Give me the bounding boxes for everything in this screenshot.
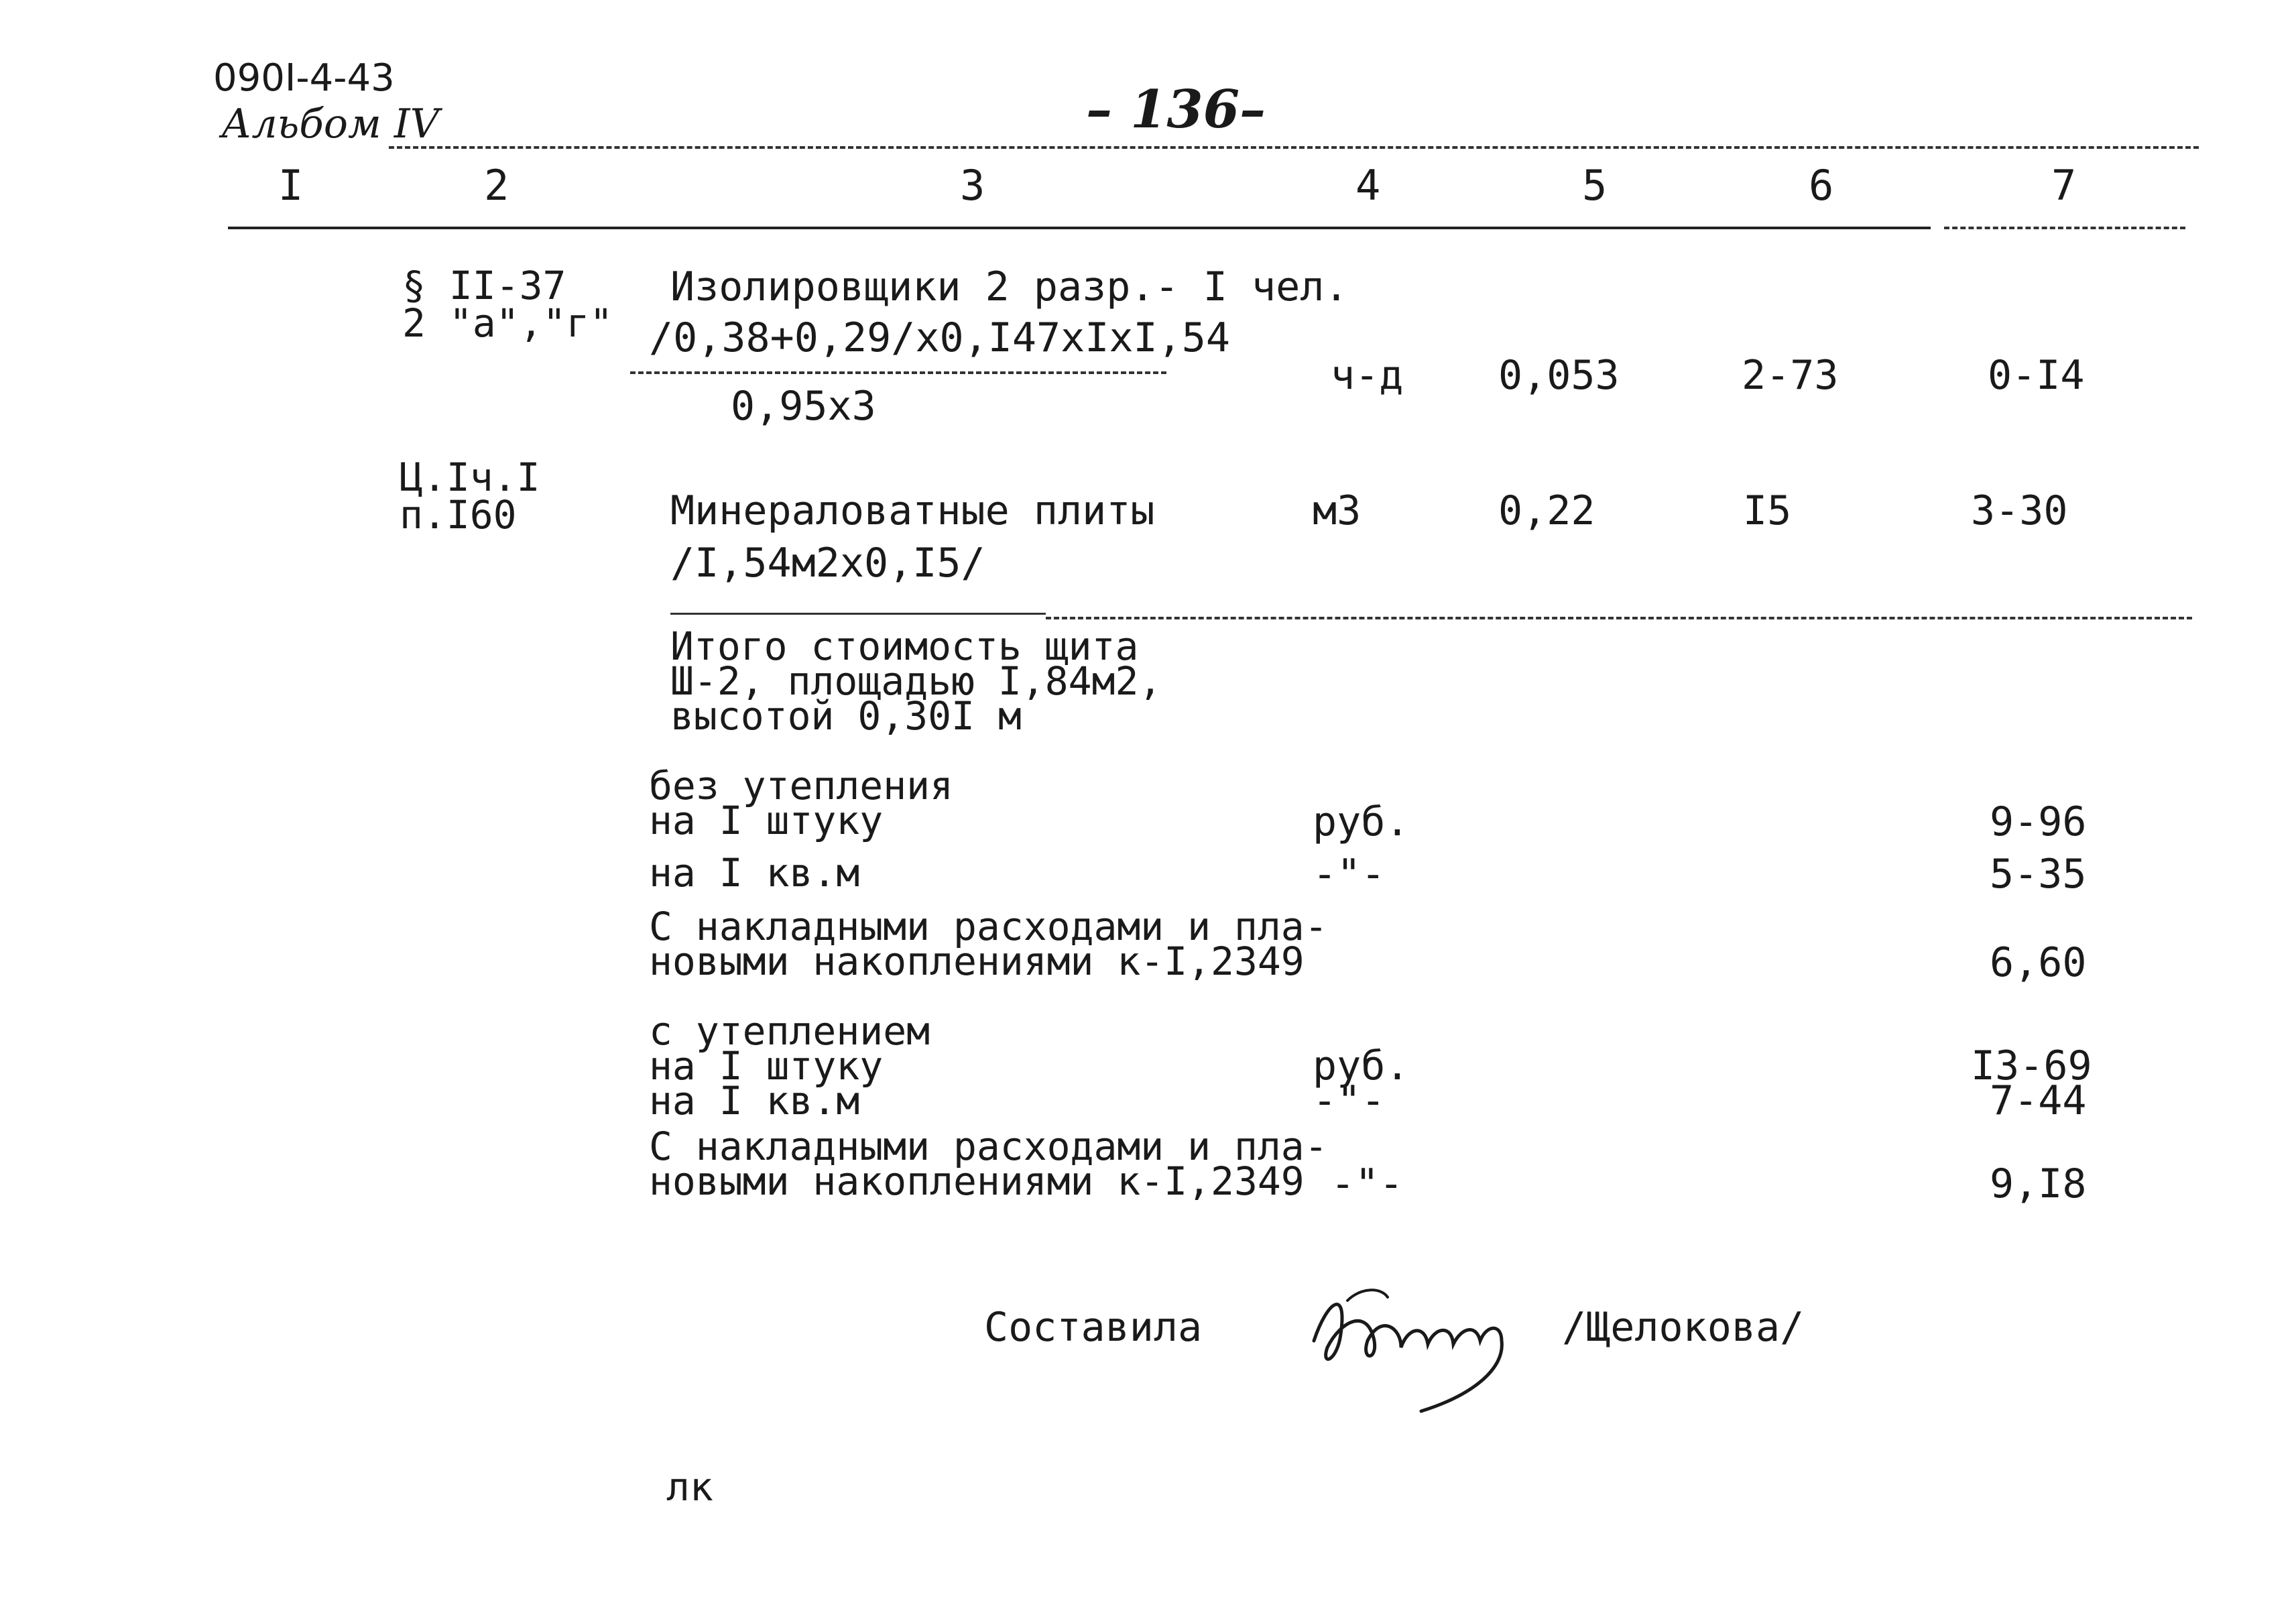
top-rule	[389, 146, 2199, 149]
row-1-formula: /0,38+0,29/х0,I47хIхI,54	[649, 314, 1230, 361]
column-header-4: 4	[1355, 161, 1381, 210]
compiler-name: /Щелокова/	[1562, 1304, 1805, 1351]
initials-mark: лк	[666, 1464, 713, 1510]
with-insulation-overhead-unit: -"-	[1331, 1160, 1404, 1207]
summary-title: Итого стоимость щита Ш-2, площадью I,84м2, высотой 0,30I м	[670, 623, 1162, 739]
row-1-reference: § II-37 2 "а","г"	[402, 263, 613, 346]
with-insulation-per-sqm-unit: -"-	[1313, 1077, 1386, 1124]
compiled-by-label: Составила	[984, 1304, 1203, 1351]
column-header-3: 3	[960, 161, 985, 210]
row-1-cost: 0-I4	[1988, 352, 2085, 399]
section-rule-dashed	[1046, 617, 2192, 619]
row-1-unit: ч-д	[1331, 352, 1404, 399]
with-insulation-per-piece-unit: руб.	[1313, 1042, 1410, 1089]
row-2-description-line-1: Минераловатные плиты	[670, 487, 1155, 534]
without-insulation-per-sqm-label: на I кв.м	[649, 850, 860, 896]
without-insulation-per-sqm-unit: -"-	[1313, 851, 1386, 898]
fraction-line	[630, 371, 1166, 374]
row-1-price: 2-73	[1742, 352, 1839, 399]
header-rule-tail	[1944, 227, 2185, 229]
document-code: 090I-4-43	[213, 56, 395, 100]
with-insulation-per-sqm-value: 7-44	[1990, 1077, 2087, 1124]
row-2-price: I5	[1743, 487, 1792, 534]
album-label: Альбом IV	[221, 101, 439, 147]
without-insulation-per-piece-label: на I штуку	[649, 798, 884, 843]
row-2-unit: м3	[1313, 487, 1362, 534]
without-insulation-overhead-value: 6,60	[1990, 939, 2087, 986]
row-2-cost: 3-30	[1971, 487, 2068, 534]
column-header-7: 7	[2051, 161, 2077, 210]
with-insulation-overhead-value: 9,I8	[1990, 1160, 2087, 1207]
with-insulation-per-piece-label: на I штуку	[649, 1043, 884, 1089]
column-header-1: I	[278, 161, 304, 210]
column-header-6: 6	[1809, 161, 1834, 210]
header-rule	[228, 227, 1931, 229]
with-insulation-overhead-label: С накладными расходами и пла- новыми накоплениями к-I,2349	[649, 1124, 1328, 1204]
signature	[1301, 1260, 1542, 1421]
column-header-5: 5	[1582, 161, 1608, 210]
without-insulation-overhead-label: С накладными расходами и пла- новыми накоплениями к-I,2349	[649, 904, 1328, 984]
row-1-quantity: 0,053	[1498, 352, 1620, 399]
without-insulation-per-sqm-value: 5-35	[1990, 851, 2087, 898]
row-2-description-line-2: /I,54м2х0,I5/	[670, 540, 985, 587]
with-insulation-per-sqm-label: на I кв.м	[649, 1078, 860, 1124]
without-insulation-heading: без утепления	[649, 763, 953, 808]
row-1-denominator: 0,95х3	[731, 383, 876, 430]
row-1-description-line-1: Изолировщики 2 разр.- I чел.	[670, 263, 1349, 310]
without-insulation-per-piece-unit: руб.	[1313, 798, 1410, 845]
page-number: – 136–	[1086, 79, 1266, 140]
with-insulation-heading: с утеплением	[649, 1008, 930, 1054]
row-2-reference: Ц.Iч.I п.I60	[400, 455, 540, 538]
row-2-quantity: 0,22	[1498, 487, 1595, 534]
without-insulation-per-piece-value: 9-96	[1990, 798, 2087, 845]
column-header-2: 2	[484, 161, 509, 210]
with-insulation-per-piece-value: I3-69	[1971, 1042, 2092, 1089]
section-rule	[670, 613, 1046, 615]
